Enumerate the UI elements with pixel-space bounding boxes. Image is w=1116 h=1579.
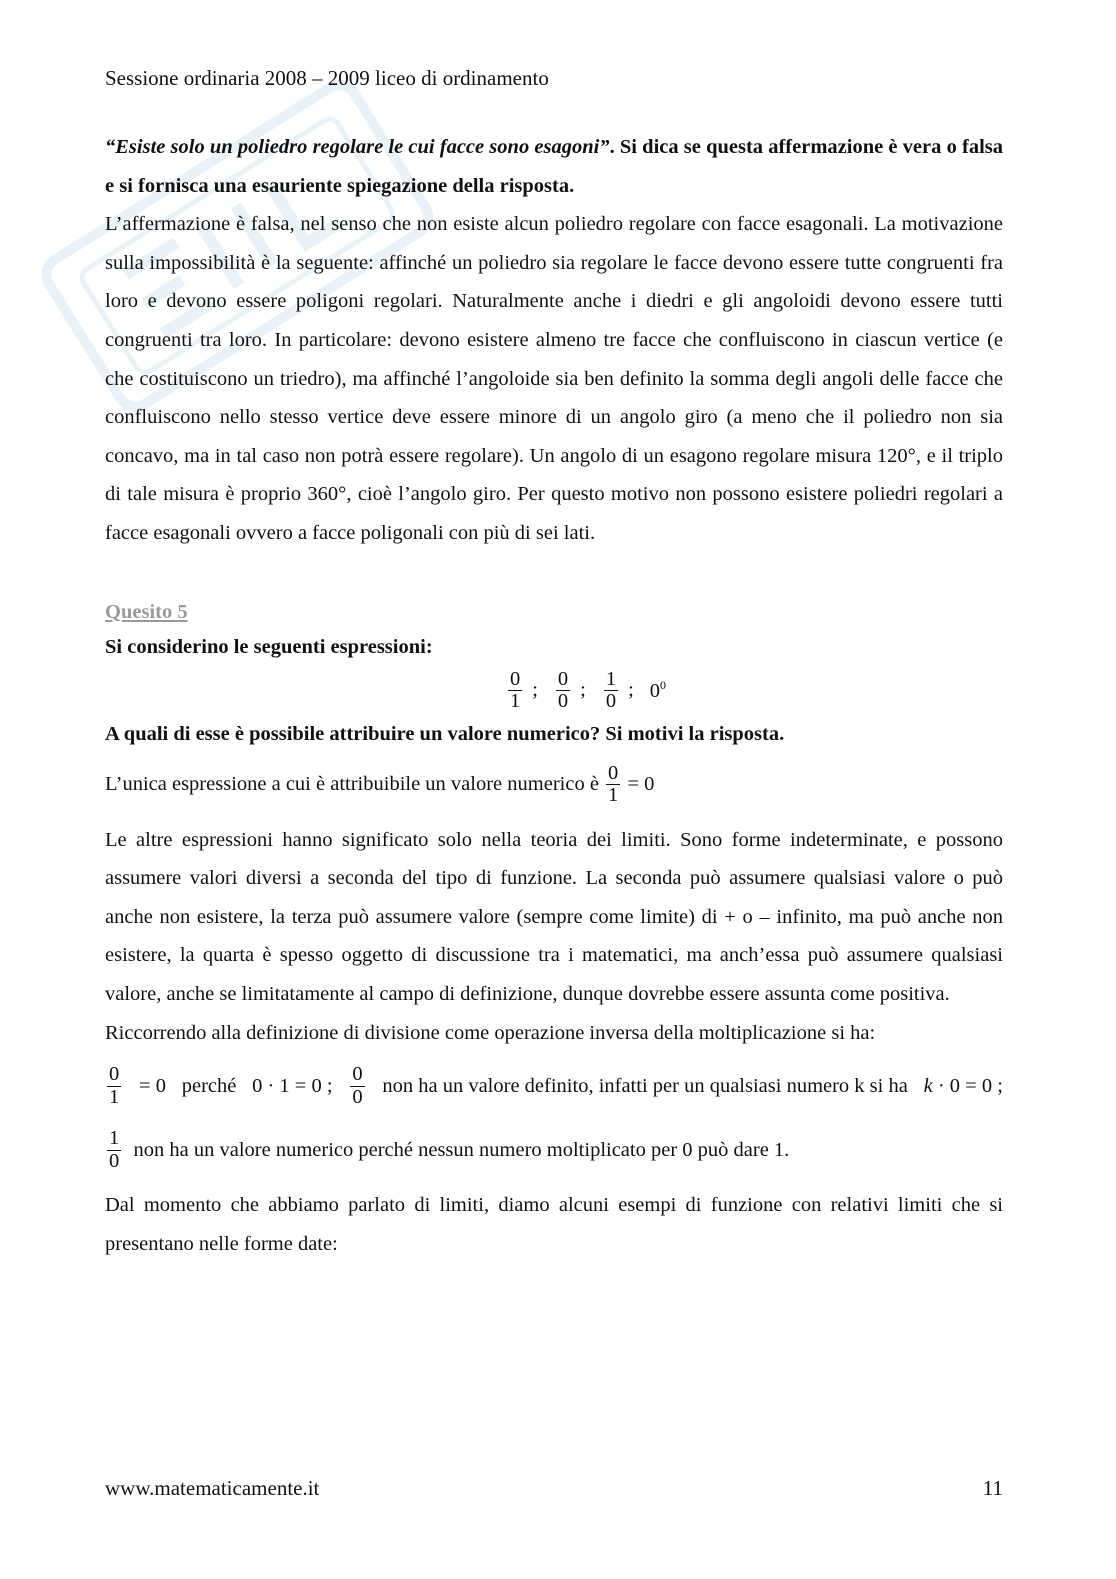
page-content	[105, 128, 1003, 1263]
expressions-row: $\frac{0}{1}$ ; $\frac{0}{0}$ ; $\frac{1}{0}$ ; $0^0$	[509, 667, 667, 713]
fraction-0-over-0-b: $\frac{0}{0}$	[352, 1063, 363, 1108]
quesito-4-question	[105, 128, 1003, 205]
fraction-0-over-1: $\frac{0}{1}$	[509, 667, 521, 713]
page-number: 11	[982, 1476, 1003, 1500]
paragraph-definition: Riccorrendo alla definizione di divisione come operazione inversa della moltiplicazione si ha:	[105, 1021, 876, 1044]
quoted-statement: “Esiste solo un poliedro regolare le cui facce sono esagoni”	[105, 136, 610, 158]
quesito-4-answer: L’affermazione è falsa, nel senso che non esiste alcun poliedro regolare con facce esagonali. La motivazione sulla impossibilità è la seguente: affinché un poliedro sia regolare le facce devono essere tutte congruenti fra loro e devono essere poligoni regolari. Naturalmente anche i diedri e gli angoloidi devono essere tutti congruenti tra loro. In particolare: devono esistere almeno tre facce che confluiscono in ciascun vertice (e che costituiscono un triedro), ma affinché l’angoloide sia ben definito la somma degli angoli delle facce che confluiscono nello stesso vertice deve essere minore di un angolo giro (a meno che il poliedro non sia concavo, ma in tal caso non potrà essere regolare). Un angolo di un esagono regolare misura 120°, e il triplo di tale misura è proprio 360°, cioè l’angolo giro. Per questo motivo non possono esistere poliedri regolari a facce esagonali ovvero a facce poligonali con più di sei lati.	[105, 213, 1003, 544]
quesito-5-question-1: Si considerino le seguenti espressioni:	[105, 635, 433, 658]
division-line-2: $\frac{1}{0}$ non ha un valore numerico perché nessun numero moltiplicato per 0 può dare 1.	[109, 1127, 790, 1172]
fraction-0-over-0: $\frac{0}{0}$	[557, 667, 569, 713]
answer-fraction: $\frac{0}{1}$	[608, 761, 619, 807]
paragraph-forms: Le altre espressioni hanno significato solo nella teoria dei limiti. Sono forme indeterminate, e possono assumere valori diversi a seconda del tipo di funzione. La seconda può assumere qualsiasi valore o può anche non esistere, la terza può assumere valore (sempre come limite) di + o – infinito, ma può anche non esistere, la quarta è spesso oggetto di discussione tra i matematici, ma anch’essa può assumere qualsiasi valore, anche se limitatamente al campo di definizione, dunque dovrebbe essere assunta come positiva.	[105, 828, 1003, 1005]
answer-1-line: L’unica espressione a cui è attribuibile un valore numerico è $\frac{0}{1}$ = 0	[105, 761, 655, 807]
power-0-to-0: $0^0$	[649, 678, 667, 703]
footer-url[interactable]: www.matematicamente.it	[105, 1476, 320, 1500]
fraction-1-over-0-b: $\frac{1}{0}$	[109, 1127, 120, 1172]
paragraph-limits: Dal momento che abbiamo parlato di limiti, diamo alcuni esempi di funzione con relativi limiti che si presentano nelle forme date:	[105, 1194, 1003, 1255]
page-footer	[105, 1476, 1003, 1501]
fraction-1-over-0: $\frac{1}{0}$	[605, 667, 617, 713]
page-header: Sessione ordinaria 2008 – 2009 liceo di ordinamento	[105, 66, 549, 90]
quesito-5-question-2: A quali di esse è possibile attribuire un valore numerico? Si motivi la risposta.	[105, 722, 785, 745]
division-line-1: $\frac{0}{1}$ = 0 perché 0 · 1 = 0 ; $\frac{0}{0}$ non ha un valore definito, infatti per un qualsiasi numero k si ha k · 0 = 0 ;	[109, 1063, 1003, 1108]
quesito-5-title: Quesito 5	[105, 600, 188, 623]
fraction-0-over-1-b: $\frac{0}{1}$	[109, 1063, 120, 1108]
question-text: . Si dica se questa affermazione è vera o falsa e si fornisca una esauriente spiegazione della risposta.	[105, 136, 1004, 197]
